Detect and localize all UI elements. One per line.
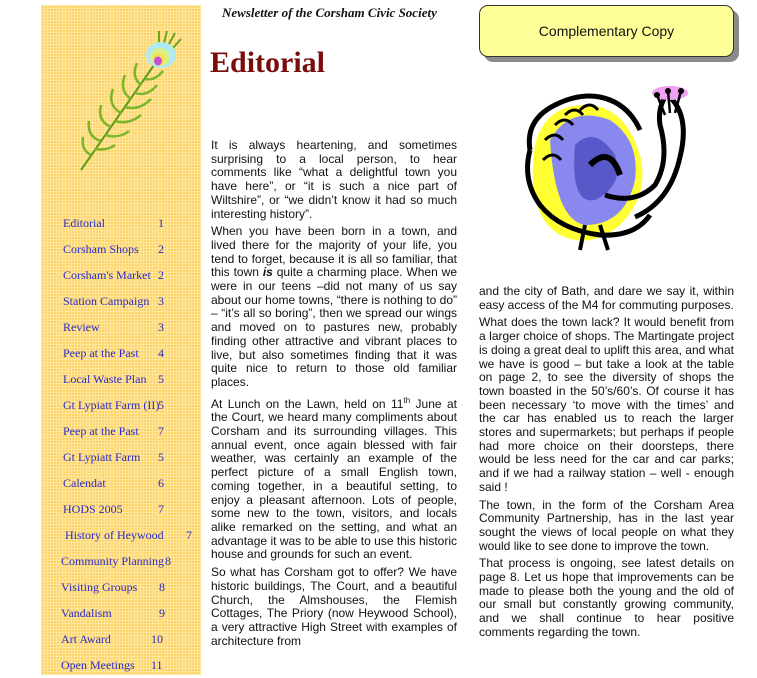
toc-label: Review xyxy=(63,320,100,334)
toc-page: 3 xyxy=(158,294,164,308)
toc-item[interactable] xyxy=(41,424,201,444)
toc-item[interactable] xyxy=(41,632,201,652)
toc-page: 2 xyxy=(158,242,164,256)
sidebar xyxy=(41,5,201,675)
text-run: When you have been born in a town, and lived there for the majority of your life, you tend to forget, because it is all so familiar, that this town xyxy=(211,224,457,280)
superscript: th xyxy=(403,395,411,405)
article-column-2 xyxy=(479,285,734,644)
toc-page: 7 xyxy=(158,502,164,516)
toc-item[interactable] xyxy=(41,554,201,574)
toc-label: Gt Lypiatt Farm (II) xyxy=(63,398,160,412)
toc-item[interactable] xyxy=(41,450,201,470)
toc-page: 4 xyxy=(158,346,164,360)
toc-page: 2 xyxy=(158,268,164,282)
toc-item[interactable] xyxy=(41,658,201,678)
article-paragraph: The town, in the form of the Corsham Area Community Partnership, has in the last year sought the views of local people on what they would like to see done to improve the town. xyxy=(479,497,734,553)
article-paragraph: So what has Corsham got to offer? We have historic buildings, The Court, and a beautiful Church, the Almshouses, the Flemish Cottages, The Priory (now Heywood School), a very attractive High Street with examples of architecture from xyxy=(211,565,457,648)
toc-item[interactable] xyxy=(41,294,201,314)
toc-page: 5 xyxy=(158,372,164,386)
toc-page: 8 xyxy=(165,554,171,568)
badge-label: Complementary Copy xyxy=(538,23,675,39)
emphasis: is xyxy=(262,265,273,280)
toc-item[interactable] xyxy=(41,372,201,392)
toc-label: Community Planning xyxy=(61,554,165,568)
toc-label: Corsham's Market xyxy=(63,268,151,282)
toc-item[interactable] xyxy=(41,502,201,522)
toc-item[interactable] xyxy=(41,216,201,236)
toc-item[interactable] xyxy=(41,580,201,600)
toc-item[interactable] xyxy=(41,242,201,262)
toc-label: Art Award xyxy=(61,632,111,646)
toc-item[interactable] xyxy=(41,476,201,496)
peacock-icon xyxy=(515,85,690,255)
article-paragraph: and the city of Bath, and dare we say it, within easy access of the M4 for commuting purposes. xyxy=(479,284,734,312)
toc-label: Local Waste Plan xyxy=(63,372,147,386)
toc-item[interactable] xyxy=(41,268,201,288)
toc-label: Corsham Shops xyxy=(63,242,139,256)
toc-label: Peep at the Past xyxy=(63,424,139,438)
complementary-copy-badge xyxy=(479,5,734,57)
peacock-feather-icon xyxy=(61,25,191,175)
toc-label: Open Meetings xyxy=(61,658,135,672)
toc-label: Peep at the Past xyxy=(63,346,139,360)
toc-label: Gt Lypiatt Farm xyxy=(63,450,141,464)
toc-item[interactable] xyxy=(41,398,201,418)
toc-item[interactable] xyxy=(41,528,201,548)
toc-page: 5 xyxy=(158,450,164,464)
article-paragraph: What does the town lack? It would benefit from a larger choice of shops. The Martingate project is doing a great deal to uplift this area, and what we have is good – but take a look at the table on page 2, to see the diversity of shops the town boasted in the 50’s/60’s. Of course it has been necessary ‘to move with the times’ and the car has enabled us to reach the larger stores and supermarkets; but perhaps if people had more choice on their doorsteps, there would be less need for the car and car parks; and if we had a railway station – well - enough said ! xyxy=(479,315,734,494)
text-run: At Lunch on the Lawn, held on 11 xyxy=(211,396,404,411)
toc-item[interactable] xyxy=(41,346,201,366)
toc-page: 7 xyxy=(186,528,192,542)
toc-label: Calendat xyxy=(63,476,106,490)
toc-label: Editorial xyxy=(63,216,105,230)
newsletter-title: Newsletter of the Corsham Civic Society xyxy=(222,5,437,20)
toc-page: 5 xyxy=(158,398,164,412)
article-paragraph: That process is ongoing, see latest details on page 8. Let us hope that improvements can be made to please both the young and the old of our small but constantly growing community, and we shall continue to hear positive comments regarding the town. xyxy=(479,556,734,639)
toc-label: History of Heywood xyxy=(65,528,164,542)
article-paragraph xyxy=(211,394,457,562)
toc-label: Visiting Groups xyxy=(61,580,138,594)
toc-page: 9 xyxy=(159,606,165,620)
text-run: quite a charming place. When we were in our teens –did not many of us say about our home towns, “there is nothing to do” – “it’s all so boring”, then we spread our wings and moved on to pastures new, probably finding other attractive and vibrant places to live, but also sometimes finding that it was quite nice to return to those old familiar places. xyxy=(211,265,457,389)
text-run: June at the Court, we heard many compliments about Corsham and its surrounding villages. This annual event, once again blessed with fair weather, was certainly an example of the perfect picture of a small English town, coming together, in a beautiful setting, to enjoy a pleasant afternoon. Lots of people, some new to the town, visitors, and locals alike remarked on the setting, and what an advantage it was to be able to use this historic house and grounds for such an event. xyxy=(211,396,457,562)
toc-page: 6 xyxy=(158,476,164,490)
toc-item[interactable] xyxy=(41,606,201,626)
toc-page: 3 xyxy=(158,320,164,334)
toc-page: 8 xyxy=(159,580,165,594)
toc-label: Vandalism xyxy=(61,606,112,620)
toc-label: Station Campaign xyxy=(63,294,150,308)
toc-page: 1 xyxy=(158,216,164,230)
article-paragraph xyxy=(211,225,457,389)
toc-page: 11 xyxy=(151,658,163,672)
toc-item[interactable] xyxy=(41,320,201,340)
section-heading: Editorial xyxy=(210,46,326,79)
article-paragraph: It is always heartening, and sometimes surprising to a local person, to hear comments like “what a delightful town you have here”, or “it is such a nice part of Wiltshire”, or “we didn’t know it had so much interesting history”. xyxy=(211,138,457,221)
toc-page: 10 xyxy=(151,632,163,646)
toc-page: 7 xyxy=(158,424,164,438)
toc-label: HODS 2005 xyxy=(63,502,123,516)
article-column-1 xyxy=(211,139,457,652)
